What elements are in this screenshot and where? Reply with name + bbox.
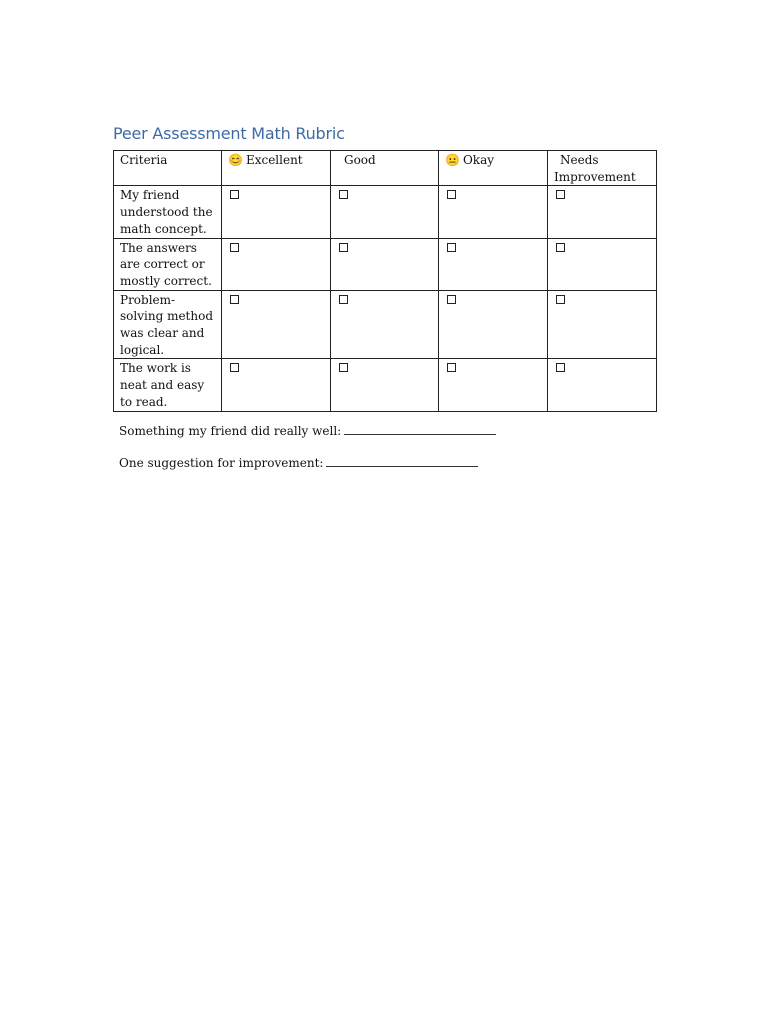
rating-cell-good [331,290,439,359]
criterion-cell [114,238,222,290]
checkbox-okay[interactable] [447,295,456,304]
rating-cell-excellent [222,186,331,238]
header-criteria [114,151,222,186]
criterion-text: The work is neat and easy to read. [120,361,205,409]
checkbox-okay[interactable] [447,363,456,372]
rating-cell-needs-improvement [548,290,657,359]
smiling-face-icon: 😊 [228,153,243,167]
table-row [114,359,657,411]
rating-cell-okay [439,186,548,238]
rating-cell-okay [439,238,548,290]
rating-cell-needs-improvement [548,186,657,238]
rating-cell-excellent [222,238,331,290]
table-row [114,290,657,359]
rating-cell-needs-improvement [548,359,657,411]
checkbox-needs-improvement[interactable] [556,243,565,252]
rating-cell-good [331,238,439,290]
criterion-text: The answers are correct or mostly correct. [120,240,212,288]
did-well-prompt [119,424,496,438]
checkbox-okay[interactable] [447,243,456,252]
checkbox-good[interactable] [339,243,348,252]
suggestion-label: One suggestion for improvement: [119,456,324,470]
rating-cell-good [331,359,439,411]
checkbox-excellent[interactable] [230,363,239,372]
header-good [331,151,439,186]
did-well-label: Something my friend did really well: [119,424,342,438]
table-row [114,186,657,238]
header-criteria-label: Criteria [120,153,168,167]
header-excellent [222,151,331,186]
rating-cell-okay [439,290,548,359]
table-header-row [114,151,657,186]
rating-cell-good [331,186,439,238]
header-needs-improvement [548,151,657,186]
page-title: Peer Assessment Math Rubric [113,124,345,143]
checkbox-excellent[interactable] [230,190,239,199]
checkbox-needs-improvement[interactable] [556,295,565,304]
rating-cell-needs-improvement [548,238,657,290]
header-excellent-label: Excellent [245,153,303,167]
table-row [114,238,657,290]
criterion-cell [114,186,222,238]
neutral-face-icon: 😐 [445,153,460,167]
suggestion-answer-line[interactable] [326,456,478,467]
checkbox-excellent[interactable] [230,295,239,304]
header-okay-label: Okay [462,153,494,167]
checkbox-needs-improvement[interactable] [556,363,565,372]
checkbox-good[interactable] [339,363,348,372]
header-good-label: Good [344,153,376,167]
header-okay [439,151,548,186]
criterion-text: My friend understood the math concept. [120,188,213,236]
criterion-cell [114,290,222,359]
did-well-answer-line[interactable] [344,424,496,435]
suggestion-prompt [119,456,478,470]
rating-cell-okay [439,359,548,411]
checkbox-needs-improvement[interactable] [556,190,565,199]
rating-cell-excellent [222,359,331,411]
checkbox-excellent[interactable] [230,243,239,252]
checkbox-good[interactable] [339,190,348,199]
checkbox-okay[interactable] [447,190,456,199]
checkbox-good[interactable] [339,295,348,304]
criterion-text: Problem-solving method was clear and logical. [120,292,213,357]
rubric-table [113,150,657,412]
header-needs-improvement-label: Needs Improvement [554,153,636,184]
rating-cell-excellent [222,290,331,359]
criterion-cell [114,359,222,411]
